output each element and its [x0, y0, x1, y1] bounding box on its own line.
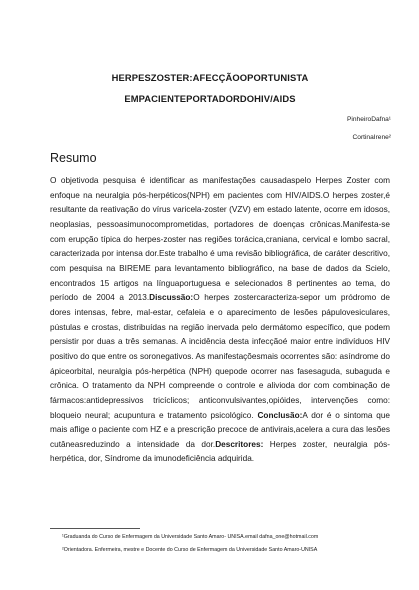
paper-title-line-2: EMPACIENTEPORTADORDOHIV/AIDS [124, 93, 296, 104]
footnote-1: ¹Graduanda do Curso de Enfermagem da Universidade Santo Amaro- UNISA.email dafna_one@hotmail.com [62, 534, 319, 540]
abstract-body [50, 174, 390, 467]
descriptors-label: Descritores: [215, 439, 264, 449]
footnote-2: ²Orientadora. Enfermeira, mestre e Docente do Curso de Enfermagem da Universidade Santo Amaro-UNISA [62, 547, 318, 553]
abstract-objective-text: O objetivoda pesquisa é identificar as manifestações causadaspelo Herpes Zoster com enfoque na neuralgia pós-herpéticos(NPH) em pacientes com HIV/AIDS.O herpes zoster,é resultante da reativação do vírus varicela-zoster (VZV) em estado latente, ocorre em idosos, neoplasias, pessoasimunocomprometidas, portadores de doenças crônicas.Manifesta-se com erupção típica do herpes-zoster nas regiões torácica,craniana, cervical e lombo sacral, caracterizada por intensa dor.Este trabalho é uma revisão bibliográfica, de caráter descritivo, com pesquisa na BIREME para levantamento bibliográfico, na base de dados da Scielo, encontrados 15 artigos na línguaportuguesa e selecionados 8 pertinentes ao tema, do período de 2004 a 2013. [50, 176, 390, 303]
discussion-text: O herpes zostercaracteriza-sepor um pródromo de dores intensas, febre, mal-estar, cefaleia e o aparecimento de lesões pápulovesiculares, pústulas e crostas, distribuídas na região inervada pelo dermátomo específico, que podem persistir por duas a três semanas. A incidência desta infecçãoé maior entre indivíduos HIV positivo do que entre os soronegativos. As manifestaçõesmais ocorrentes são: asíndrome do ápiceorbital, neuralgia pós-herpética (NPH) quepode ocorrer nas fasesaguda, subaguda e crônica. O tratamento da NPH compreende o controle e alivioda dor com combinação de fármacos:antidepressivos tricíclicos; anticonvulsivantes,opióides, intervenções como: bloqueio neural; acupuntura e tratamento psicológico. [50, 293, 390, 420]
paper-title-line-1: HERPESZOSTER:AFECÇÃOOPORTUNISTA [111, 72, 309, 83]
author-2: CortinaIrene² [352, 134, 391, 141]
footnote-divider [50, 528, 140, 529]
discussion-label: Discussão: [149, 293, 194, 303]
conclusion-text: A dor é o sintoma que mais aflige o paciente com HZ e a prescrição precoce de antivirais,acelera a cura das lesões cutâneasreduzindo a intensidade da dor. [50, 410, 391, 449]
conclusion-label: Conclusão: [257, 410, 303, 420]
descriptors-text: Herpes zoster, neuralgia pós-herpética, dor, Síndrome da imunodeficiência adquirida. [50, 439, 390, 464]
section-heading-resumo: Resumo [50, 151, 97, 165]
author-1: PinheiroDafna¹ [347, 116, 391, 123]
